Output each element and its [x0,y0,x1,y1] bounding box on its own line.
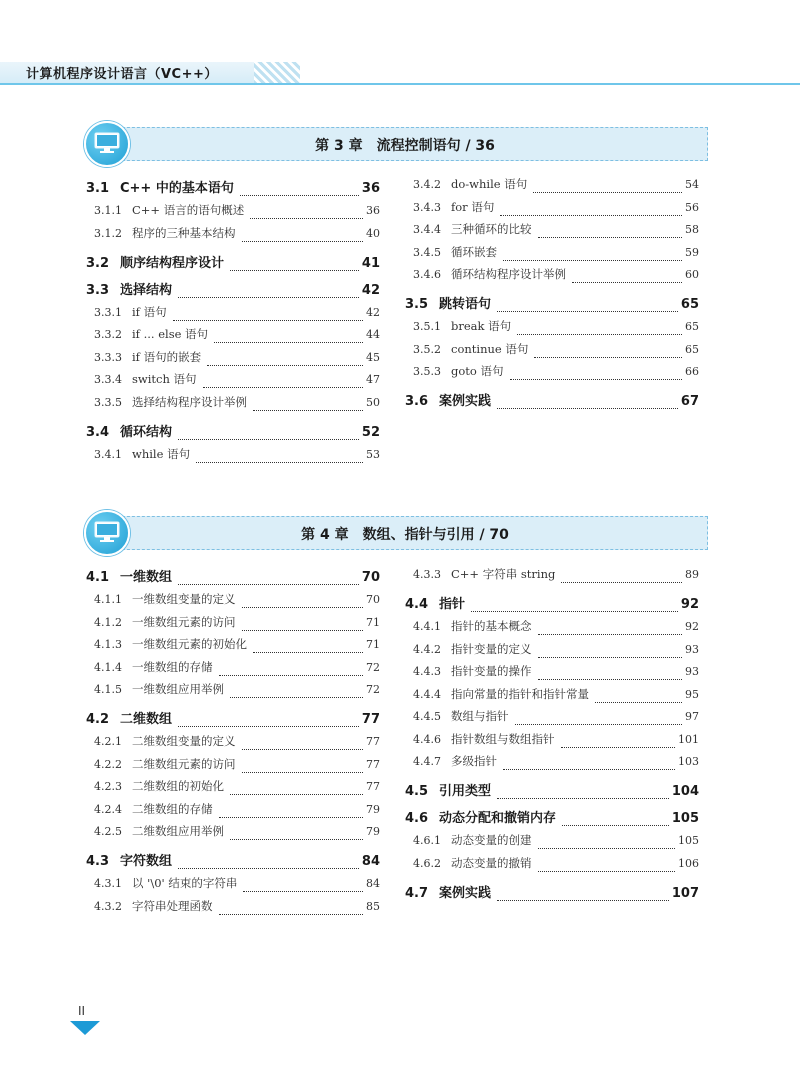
toc-entry-title: 跳转语句 [439,297,492,312]
toc-entry-title: 指针 [439,597,466,612]
toc-entry-number: 4.6.2 [413,856,441,870]
toc-entry [94,778,380,798]
toc-entry-title: 二维数组 [120,712,173,727]
toc-entry [413,832,699,852]
toc-entry [413,618,699,638]
toc-entry-title: 指针变量的操作 [451,664,532,678]
toc-entry-number: 4.2.2 [94,757,122,771]
toc-entry-number: 3.1.1 [94,204,122,217]
toc-entry-number: 3.5.3 [413,365,441,378]
toc-dot-leader [533,192,682,193]
toc-dot-leader [178,297,359,298]
toc-entry-title: 三种循环的比较 [451,222,532,236]
toc-entry-number: 4.2.1 [94,735,122,748]
toc-entry-page: 65 [680,297,699,312]
toc-entry-title: 一维数组应用举例 [132,682,224,696]
toc-dot-leader [178,868,359,869]
toc-entry-title: if 语句 [132,304,167,319]
toc-dot-leader [219,817,364,818]
toc-dot-leader [242,630,364,631]
toc-entry-title: 指针的基本概念 [451,619,532,633]
toc-entry-number: 3.1.2 [94,226,122,240]
toc-entry [413,244,699,264]
toc-entry-number: 3.6 [405,394,429,409]
toc-entry-page: 52 [361,424,380,440]
toc-dot-leader [500,215,682,216]
toc-entry-page: 56 [685,200,699,214]
toc-entry-title: 指向常量的指针和指针常量 [451,686,589,701]
toc-entry-page: 77 [366,735,380,748]
toc-entry-page: 67 [680,394,699,409]
toc-dot-leader [253,652,363,653]
toc-entry-page: 105 [671,811,699,826]
book-title: 计算机程序设计语言（VC++） [26,67,218,82]
toc-dot-leader [562,825,669,826]
toc-entry [94,681,380,701]
toc-entry-page: 36 [366,204,380,217]
toc-entry-page: 84 [366,877,380,890]
toc-entry [94,371,380,391]
toc-entry [94,591,380,611]
toc-entry-number: 4.4.1 [413,620,441,633]
toc-dot-leader [178,439,359,440]
toc-entry-title: 选择结构程序设计举例 [132,394,247,409]
toc-entry-title: 案例实践 [439,885,492,901]
toc-entry-title: 案例实践 [439,394,492,409]
toc-entry-number: 3.4.6 [413,268,441,281]
toc-entry-title: 循环结构程序设计举例 [451,267,566,281]
toc-entry-title: 多级指针 [451,754,497,768]
toc-entry-page: 93 [685,642,699,656]
toc-dot-leader [242,241,364,242]
toc-entry-title: 引用类型 [439,784,492,799]
toc-entry-title: 顺序结构程序设计 [120,255,225,271]
toc-entry-page: 103 [678,755,699,768]
toc-entry [405,780,699,802]
computer-icon [84,121,130,167]
toc-entry-number: 4.1 [86,570,110,585]
toc-entry-number: 4.6 [405,811,429,826]
toc-entry [94,202,380,222]
toc-entry-title: 二维数组元素的访问 [132,756,236,771]
toc-dot-leader [178,726,359,727]
toc-dot-leader [497,798,669,799]
toc-dot-leader [253,410,363,411]
toc-entry-page: 59 [685,245,699,259]
page-number: II [78,1004,86,1018]
toc-entry-number: 4.3.2 [94,899,122,913]
toc-entry [413,221,699,241]
toc-entry-title: 二维数组的存储 [132,801,213,816]
toc-entry-number: 4.1.5 [94,683,122,696]
toc-entry [413,566,699,586]
toc-entry-title: switch 语句 [132,372,197,386]
toc-entry-number: 4.4.7 [413,755,441,768]
toc-entry-page: 89 [685,568,699,581]
toc-entry-number: 3.4.5 [413,245,441,259]
toc-entry-number: 3.3.5 [94,395,122,409]
toc-entry-page: 79 [366,825,380,838]
toc-entry-page: 42 [361,282,380,298]
toc-entry-title: if ... else 语句 [132,327,209,341]
toc-entry-title: break 语句 [451,319,512,333]
toc-entry-page: 92 [685,620,699,633]
page-marker-triangle-icon [70,1021,100,1035]
toc-dot-leader [214,342,363,343]
toc-entry-page: 105 [678,834,699,847]
toc-entry [94,756,380,776]
toc-entry-number: 4.4.3 [413,665,441,678]
toc-entry [86,850,380,872]
toc-entry-number: 4.1.3 [94,638,122,651]
toc-dot-leader [178,584,359,585]
toc-entry-page: 58 [685,223,699,236]
toc-entry-page: 50 [366,395,380,409]
toc-entry [413,176,699,196]
chapter-4-banner [102,516,708,550]
toc-entry-number: 4.4.2 [413,642,441,656]
toc-entry-page: 107 [671,885,699,901]
toc-dot-leader [203,387,363,388]
toc-entry-page: 40 [366,226,380,240]
toc-dot-leader [515,724,683,725]
toc-entry [86,177,380,199]
toc-entry [94,394,380,414]
toc-entry-title: if 语句的嵌套 [132,349,202,364]
toc-entry-title: for 语句 [451,199,495,214]
toc-dot-leader [219,914,364,915]
toc-dot-leader [510,379,683,380]
toc-entry-number: 3.4.3 [413,200,441,214]
toc-entry [405,593,699,615]
toc-entry-title: 二维数组应用举例 [132,824,224,838]
toc-entry-page: 47 [366,373,380,386]
toc-entry [413,363,699,383]
toc-entry-page: 71 [366,615,380,629]
toc-dot-leader [497,408,678,409]
chapter-3-title: 第 3 章 流程控制语句 / 36 [315,138,495,154]
toc-dot-leader [503,769,675,770]
chapter-3-banner [102,127,708,161]
toc-entry-page: 65 [685,342,699,356]
toc-entry-number: 4.4.4 [413,687,441,701]
toc-entry-title: 动态分配和撤销内存 [439,811,557,826]
toc-entry-number: 3.4.2 [413,178,441,191]
toc-entry-title: 一维数组元素的访问 [132,614,236,629]
toc-dot-leader [538,657,683,658]
toc-dot-leader [207,365,363,366]
toc-entry [94,801,380,821]
toc-dot-leader [534,357,682,358]
toc-dot-leader [497,900,669,901]
toc-entry-page: 72 [366,660,380,674]
toc-dot-leader [538,237,683,238]
toc-entry-page: 72 [366,683,380,696]
toc-entry-page: 77 [366,757,380,771]
toc-entry-page: 104 [671,784,699,799]
toc-dot-leader [173,320,363,321]
toc-entry-number: 4.4.6 [413,732,441,746]
toc-entry-title: 程序的三种基本结构 [132,225,236,240]
toc-entry-number: 4.2.3 [94,780,122,793]
toc-entry-number: 4.5 [405,784,429,799]
toc-entry [413,266,699,286]
toc-entry-page: 66 [685,365,699,378]
toc-entry-number: 4.2 [86,712,110,727]
toc-entry-number: 3.4 [86,424,110,440]
toc-entry-title: 指针数组与数组指针 [451,731,555,746]
toc-entry-page: 92 [680,597,699,612]
toc-entry-page: 70 [366,593,380,606]
toc-entry-number: 4.1.1 [94,593,122,606]
toc-entry-title: 数组与指针 [451,709,509,723]
toc-entry-title: 二维数组的初始化 [132,779,224,793]
toc-entry [413,199,699,219]
toc-dot-leader [240,195,359,196]
toc-entry-number: 3.4.1 [94,447,122,461]
toc-entry-page: 106 [678,856,699,870]
toc-entry [86,252,380,274]
toc-entry-title: C++ 中的基本语句 [120,181,234,196]
toc-entry-title: 选择结构 [120,282,173,298]
toc-entry-title: 指针变量的定义 [451,641,532,656]
toc-dot-leader [517,334,682,335]
toc-entry-title: do-while 语句 [451,177,528,191]
toc-entry-number: 4.2.5 [94,825,122,838]
toc-entry [94,636,380,656]
toc-entry [405,807,699,829]
toc-entry-number: 3.4.4 [413,223,441,236]
toc-entry-number: 3.3.3 [94,350,122,364]
toc-entry [413,753,699,773]
toc-entry-number: 4.4 [405,597,429,612]
toc-entry-page: 101 [678,732,699,746]
toc-entry-page: 70 [361,570,380,585]
toc-entry [94,823,380,843]
toc-entry-page: 65 [685,320,699,333]
toc-entry-number: 4.2.4 [94,802,122,816]
toc-entry-title: 动态变量的创建 [451,833,532,847]
toc-dot-leader [230,697,363,698]
toc-dot-leader [242,749,364,750]
toc-dot-leader [230,839,363,840]
toc-entry [413,686,699,706]
toc-entry-page: 85 [366,899,380,913]
toc-dot-leader [561,582,682,583]
toc-entry [94,349,380,369]
toc-dot-leader [250,218,363,219]
toc-entry-page: 54 [685,178,699,191]
toc-entry-title: 字符串处理函数 [132,898,213,913]
toc-entry-title: continue 语句 [451,341,529,356]
chapter-4-title: 第 4 章 数组、指针与引用 / 70 [301,527,509,543]
toc-entry [94,446,380,466]
toc-entry-title: 一维数组元素的初始化 [132,637,247,651]
toc-entry-number: 4.6.1 [413,834,441,847]
toc-entry-page: 44 [366,328,380,341]
toc-entry-number: 3.2 [86,255,110,271]
toc-dot-leader [196,462,363,463]
toc-entry [413,663,699,683]
toc-entry-title: 一维数组的存储 [132,659,213,674]
toc-dot-leader [243,891,363,892]
toc-entry [94,225,380,245]
toc-entry-title: 一维数组 [120,570,173,585]
toc-entry-number: 3.3 [86,282,110,298]
toc-dot-leader [242,772,364,773]
toc-dot-leader [242,607,364,608]
toc-entry-title: 字符数组 [120,854,173,869]
toc-entry [86,566,380,588]
toc-entry-page: 53 [366,447,380,461]
toc-entry-page: 71 [366,638,380,651]
toc-entry-page: 84 [361,854,380,869]
toc-dot-leader [503,260,682,261]
toc-entry [94,733,380,753]
toc-entry-page: 93 [685,665,699,678]
toc-entry-page: 77 [361,712,380,727]
toc-entry [86,279,380,301]
toc-dot-leader [538,634,683,635]
toc-entry-page: 45 [366,350,380,364]
computer-icon [84,510,130,556]
toc-entry-page: 60 [685,268,699,281]
toc-dot-leader [230,270,359,271]
toc-entry-page: 97 [685,710,699,723]
toc-entry-title: 动态变量的撤销 [451,855,532,870]
toc-entry [405,882,699,904]
toc-entry-number: 3.5.1 [413,320,441,333]
toc-entry-title: goto 语句 [451,364,504,378]
toc-entry-number: 4.3.1 [94,877,122,890]
toc-entry-number: 4.3 [86,854,110,869]
toc-entry [86,708,380,730]
toc-entry [413,855,699,875]
toc-entry [405,390,699,412]
toc-entry-number: 3.1 [86,181,110,196]
toc-entry-title: while 语句 [132,446,191,461]
toc-dot-leader [572,282,682,283]
toc-entry-page: 41 [361,255,380,271]
toc-entry [94,875,380,895]
toc-entry-page: 79 [366,802,380,816]
toc-entry-number: 4.3.3 [413,568,441,581]
toc-dot-leader [497,311,678,312]
toc-entry [94,898,380,918]
toc-dot-leader [538,848,676,849]
toc-entry [413,341,699,361]
toc-dot-leader [595,702,682,703]
toc-entry-number: 3.5 [405,297,429,312]
toc-entry-number: 3.3.1 [94,305,122,319]
toc-entry [413,641,699,661]
toc-entry-number: 3.5.2 [413,342,441,356]
toc-dot-leader [561,747,676,748]
toc-entry-title: C++ 语言的语句概述 [132,203,245,217]
toc-entry [405,293,699,315]
toc-entry [86,421,380,443]
toc-entry-number: 4.1.2 [94,615,122,629]
header-stripes [254,62,300,84]
toc-entry-page: 42 [366,305,380,319]
toc-entry [94,326,380,346]
toc-entry-number: 4.4.5 [413,710,441,723]
toc-dot-leader [230,794,363,795]
toc-dot-leader [538,679,683,680]
toc-dot-leader [538,871,676,872]
toc-entry-page: 95 [685,687,699,701]
toc-entry-title: 一维数组变量的定义 [132,592,236,606]
toc-entry-number: 4.1.4 [94,660,122,674]
toc-entry-title: 二维数组变量的定义 [132,734,236,748]
toc-dot-leader [471,611,678,612]
toc-entry [413,731,699,751]
toc-entry-title: C++ 字符串 string [451,567,556,581]
toc-entry [94,304,380,324]
toc-dot-leader [219,675,364,676]
toc-entry-page: 77 [366,780,380,793]
toc-entry-title: 循环嵌套 [451,244,497,259]
toc-entry [413,318,699,338]
toc-entry [413,708,699,728]
toc-entry-number: 3.3.4 [94,373,122,386]
toc-entry-number: 3.3.2 [94,328,122,341]
toc-entry-title: 循环结构 [120,424,173,440]
toc-entry [94,659,380,679]
toc-entry [94,614,380,634]
header-rule [0,83,800,85]
toc-entry-page: 36 [361,181,380,196]
toc-entry-number: 4.7 [405,885,429,901]
toc-entry-title: 以 '\0' 结束的字符串 [132,876,238,890]
